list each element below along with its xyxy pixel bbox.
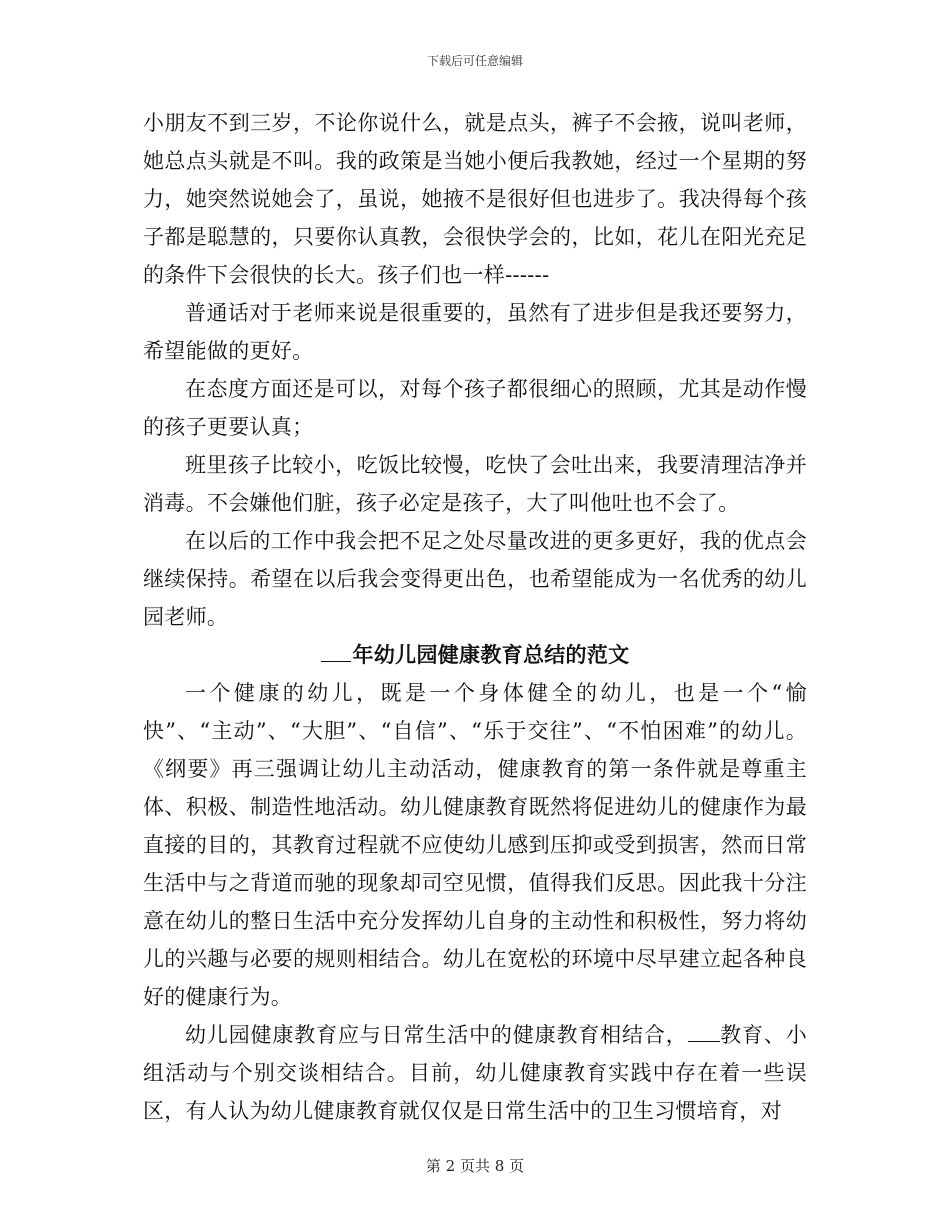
paragraph-future-work: 在以后的工作中我会把不足之处尽量改进的更多更好，我的优点会继续保持。希望在以后我会变得更出色，也希望能成为一名优秀的幼儿园老师。 <box>143 529 807 629</box>
title-blank-underline <box>321 643 351 662</box>
section-title <box>143 636 807 674</box>
paragraph-class-children: 班里孩子比较小，吃饭比较慢，吃快了会吐出来，我要清理洁净并消毒。不会嫌他们脏，孩子必定是孩子，大了叫他吐也不会了。 <box>143 453 807 515</box>
paragraph-continuation: 小朋友不到三岁，不论你说什么，就是点头，裤子不会掖，说叫老师，她总点头就是不叫。我的政策是当她小便后我教她，经过一个星期的努力，她突然说她会了，虽说，她掖不是很好但也进步了。我决得每个孩子都是聪慧的，只要你认真教，会很快学会的，比如，花儿在阳光充足的条件下会很快的长大。孩子们也一样------ <box>143 111 807 287</box>
paragraph-health-education <box>143 1016 807 1130</box>
inline-blank-underline <box>688 1023 720 1042</box>
paragraph-part-2: 教育、小组活动与个别交谈相结合。目前，幼儿健康教育实践中存在着一些误区，有人认为幼儿健康教育就仅仅是日常生活中的卫生习惯培育，对 <box>143 1023 807 1123</box>
page-header: 下载后可任意编辑 <box>426 54 523 68</box>
document-body <box>143 104 807 1130</box>
paragraph-attitude: 在态度方面还是可以，对每个孩子都很细心的照顾，尤其是动作慢的孩子更要认真； <box>143 377 807 439</box>
paragraph-healthy-child: 一个健康的幼儿，既是一个身体健全的幼儿，也是一个“愉快”、“主动”、“大胆”、“自信”、“乐于交往”、“不怕困难”的幼儿。《纲要》再三强调让幼儿主动活动，健康教育的第一条件就是尊重主体、积极、制造性地活动。幼儿健康教育既然将促进幼儿的健康作为最直接的目的，其教育过程就不应使幼儿感到压抑或受到损害，然而日常生活中与之背道而驰的现象却司空见惯，值得我们反思。因此我十分注意在幼儿的整日生活中充分发挥幼儿自身的主动性和积极性，努力将幼儿的兴趣与必要的规则相结合。幼儿在宽松的环境中尽早建立起各种良好的健康行为。 <box>143 681 807 1009</box>
paragraph-putonghua: 普通话对于老师来说是很重要的，虽然有了进步但是我还要努力，希望能做的更好。 <box>143 301 807 363</box>
paragraph-part-1: 幼儿园健康教育应与日常生活中的健康教育相结合， <box>185 1023 688 1047</box>
page-footer: 第 2 页共 8 页 <box>425 1157 525 1175</box>
section-title-text: 年幼儿园健康教育总结的范文 <box>352 642 630 667</box>
